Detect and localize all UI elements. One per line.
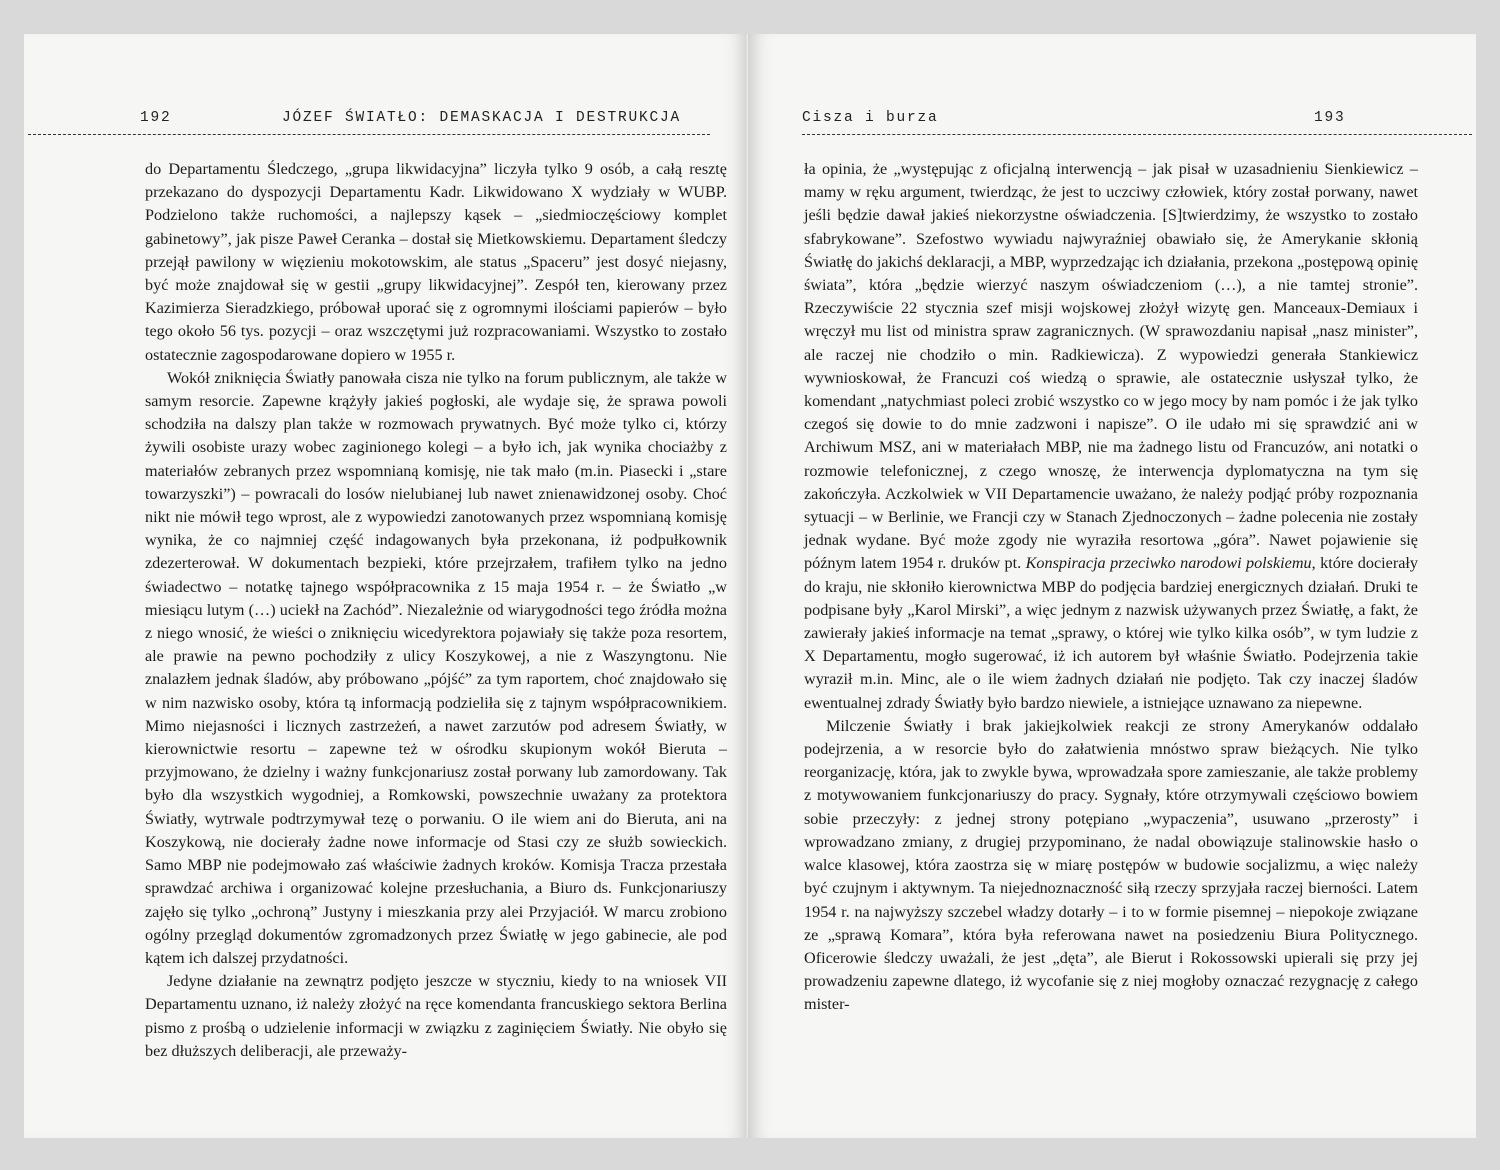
right-page — [748, 34, 1476, 1138]
running-title: JÓZEF ŚWIATŁO: DEMASKACJA I DESTRUKCJA — [282, 110, 682, 126]
left-page — [24, 34, 748, 1138]
page-number: 192 — [140, 110, 172, 126]
running-title: Cisza i burza — [802, 110, 939, 126]
paragraph: do Departamentu Śledczego, „grupa likwidacyjna” liczyła tylko 9 osób, a całą resztę przekazano do dyspozycji Departamentu Kadr. Likwidowano X wydziały w WUBP. Podzielono także ruchomości, a najlepszy kąsek – „siedmioczęściowy komplet gabinetowy”, jak pisze Paweł Ceranka – dostał się Mietkowskiemu. Departament śledczy przejął pawilony w więzieniu mokotowskim, ale status „Spaceru” jest dosyć niejasny, być może znajdował się w gestii „grupy likwidacyjnej”. Zespół ten, kierowany przez Kazimierza Sieradzkiego, próbował uporać się z ogromnymi ilościami papierów – było tego około 56 tys. pozycji – oraz wszczętymi już rozpracowaniami. Wszystko to zostało ostatecznie zagospodarowane dopiero w 1955 r. — [145, 160, 727, 364]
paragraph — [804, 158, 1418, 715]
body-text — [804, 158, 1418, 1017]
header-rule — [802, 134, 1472, 135]
header-rule — [28, 134, 710, 135]
book-title-italic: Konspiracja przeciwko narodowi polskiemu — [1025, 554, 1312, 573]
paragraph: Wokół zniknięcia Światły panowała cisza nie tylko na forum publicznym, ale także w samym resorcie. Zapewne krążyły jakieś pogłoski, ale wydaje się, że sprawa powoli schodziła na dalszy plan także w rozmowach prywatnych. Być może tylko ci, którzy żywili osobiste urazy wobec zaginionego kolegi – a było ich, jak wynika chociażby z materiałów zebranych przez wspomnianą komisję, nie tak mało (m.in. Piasecki i „stare towarzyszki”) – powracali do losów nielubianej lub nawet znienawidzonej osoby. Choć nikt nie mówił tego wprost, ale z wypowiedzi zanotowanych przez wspomnianą komisję wynika, że co najmniej część indagowanych była przekonana, iż podpułkownik zdezerterował. W dokumentach bezpieki, które przejrzałem, trafiłem tylko na jedno świadectwo – notatkę tajnego współpracownika z 15 maja 1954 r. – że Światło „w miesiącu lutym (…) uciekł na Zachód”. Niezależnie od wiarygodności tego źródła można z niego wnosić, że wieści o zniknięciu wicedyrektora pojawiały się także poza resortem, ale prawie na pewno pochodziły z ulicy Koszykowej, a nie z Waszyngtonu. Nie znalazłem jednak śladów, aby próbowano „pójść” za tym raportem, choć znajdowało się w nim nazwisko osoby, która tą informacją podzieliła się z tajnym współpracownikiem. Mimo niejasności i licznych zastrzeżeń, a nawet zarzutów pod adresem Światły, w kierownictwie resortu – zapewne też w ośrodku skupionym wokół Bieruta – przyjmowano, że dzielny i ważny funkcjonariusz został porwany lub zamordowany. Tak było dla wszystkich wygodniej, a Romkowski, powszechnie uważany za protektora Światły, wytrwale podtrzymywał tezę o porwaniu. O ile wiem ani do Bieruta, ani na Koszykową, nie docierały żadne nowe informacje od Stasi czy ze służb sowieckich. Samo MBP nie podejmowało zaś właściwie żadnych kroków. Komisja Tracza przestała sprawdzać archiwa i organizować kolejne przesłuchania, a Biuro ds. Funkcjonariuszy zajęło się tylko „ochroną” Justyny i mieszkania przy alei Przyjaciół. W marcu zrobiono ogólny przegląd dokumentów zgromadzonych przez Światłę w jego gabinecie, ale pod kątem ich dalszej przydatności. — [145, 368, 727, 967]
paragraph: Jedyne działanie na zewnątrz podjęto jeszcze w styczniu, kiedy to na wniosek VII Departamentu uznano, iż należy złożyć na ręce komendanta francuskiego sektora Berlina pismo z prośbą o udzielenie informacji w związku z zaginięciem Światły. Nie obyło się bez dłuższych deliberacji, ale przeważy- — [145, 972, 727, 1060]
page-number: 193 — [1314, 110, 1346, 126]
paragraph-text: , które docierały do kraju, nie skłoniło kierownictwa MBP do podjęcia bardziej energicznych działań. Druki te podpisane były „Karol Mirski”, a więc jednym z nazwisk używanych przez Światłę, a fakt, że zawierały jakieś informacje na temat „sprawy, o której wie tylko kilka osób”, w tym ludzie z X Departamentu, mogło sugerować, iż ich autorem był właśnie Światło. Podejrzenia takie wyraził m.in. Minc, ale o ile wiem żadnych działań nie podjęto. Tak czy inaczej śladów ewentualnej zdrady Światły było bardzo niewiele, a istniejące uznawano za niepewne. — [804, 554, 1418, 712]
body-text — [145, 158, 727, 1063]
paragraph-text: ła opinia, że „występując z oficjalną interwencją – jak pisał w uzasadnieniu Sienkiewicz – mamy w ręku argument, twierdząc, że jest to uczciwy człowiek, który został porwany, nawet jeśli będzie dawał jakieś niekorzystne oświadczenia. [S]twierdzimy, że wszystko to zostało sfabrykowane”. Szefostwo wywiadu najwyraźniej obawiało się, że Amerykanie skłonią Światłę do jakichś deklaracji, a MBP, wyprzedzając ich działania, przekona „postępową opinię świata”, która „będzie wierzyć naszym oświadczeniom (…), a nie tamtej stronie”. Rzeczywiście 22 stycznia szef misji wojskowej złożył wizytę gen. Manceaux-Demiaux i wręczył mu list od ministra spraw zagranicznych. (W sprawozdaniu napisał „nasz minister”, ale raczej nie chodziło o min. Radkiewicza). Z wypowiedzi generała Stankiewicz wywnioskował, że Francuzi coś wiedzą o sprawie, ale ostatecznie usłyszał tylko, że komendant „natychmiast poleci zrobić wszystko co w jego mocy by nam pomóc i że jak tylko czegoś się dowie to do mnie zadzwoni i napisze”. O ile udało mi się sprawdzić ani w Archiwum MSZ, ani w materiałach MBP, nie ma żadnego listu od Francuzów, ani notatki o rozmowie telefonicznej, z czego wnoszę, że interwencja dyplomatyczna na tym się zakończyła. Aczkolwiek w VII Departamencie uważano, że należy podjąć próby rozpoznania sytuacji – w Berlinie, we Francji czy w Stanach Zjednoczonych – żadne polecenia nie zostały jednak wydane. Być może zgody nie wyraziła resortowa „góra”. Nawet pojawienie się późnym latem 1954 r. druków pt. — [804, 160, 1419, 573]
paragraph: Milczenie Światły i brak jakiejkolwiek reakcji ze strony Amerykanów oddalało podejrzenia, a w resorcie było do załatwienia mnóstwo spraw bieżących. Nie tylko reorganizację, która, jak to zwykle bywa, wprowadzała spore zamieszanie, ale także problemy z motywowaniem funkcjonariuszy do pracy. Sygnały, które otrzymywali częściowo bowiem sobie przeczyły: z jednej strony potępiano „wypaczenia”, usuwano „przerosty” i wprowadzano zmiany, z drugiej przypominano, że nadal obowiązuje stalinowskie hasło o walce klasowej, która zaostrza się w miarę postępów w budowie socjalizmu, a więc należy być czujnym i aktywnym. Ta niejednoznaczność siłą rzeczy sprzyjała raczej bierności. Latem 1954 r. na najwyższy szczebel władzy dotarły – i to w formie pisemnej – niepokoje związane ze „sprawą Komara”, która była referowana nawet na posiedzeniu Biura Politycznego. Oficerowie śledczy uważali, że jest „dęta”, ale Bierut i Rokossowski upierali się przy jej prowadzeniu zapewne dlatego, iż wycofanie się z niej mogłoby oznaczać rezygnację z całego mister- — [804, 716, 1418, 1014]
